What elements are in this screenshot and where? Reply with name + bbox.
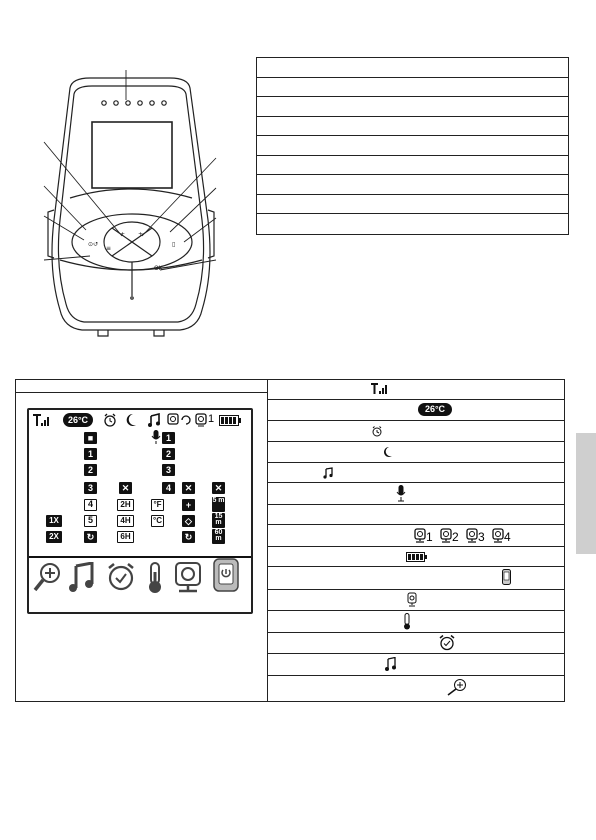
svg-text:+: + [120,231,126,238]
parts-table-row [257,214,568,234]
icon-row [268,525,564,547]
icon-row [268,380,564,400]
lcd-hours: 2H [117,499,134,511]
parts-table-row [257,58,568,78]
parts-table-row [257,175,568,195]
camera-number: 2 [452,530,459,544]
icon-row [268,590,564,611]
icon-row [268,421,564,442]
camera-icon [173,562,203,594]
microphone-icon [396,485,406,502]
lcd-icon-table [15,379,565,702]
svg-text:≡: ≡ [106,245,112,252]
svg-text:OK: OK [154,265,163,272]
degree-c: °C [151,515,164,527]
svg-text:▯: ▯ [172,241,176,248]
zoom-icon [446,678,468,696]
lcd-num: 4 [84,499,97,511]
icon-row [268,547,564,567]
cycle-icon: ↻ [182,531,195,543]
lcd-talk-num: 2 [162,448,175,460]
icon-row [268,442,564,463]
camera-icon [407,592,417,608]
icon-row [268,505,564,525]
close-icon: ✕ [182,482,195,494]
camera-number: 1 [426,530,433,544]
cycle-icon: ↻ [84,531,97,543]
svg-text:+: + [138,231,144,238]
parts-table-row [257,78,568,98]
camera-icon [414,528,426,544]
microphone-icon [151,430,161,444]
lcd-speed: 2X [46,531,62,543]
icon-row [268,400,564,421]
alarm-clock-icon [103,413,117,427]
zoom-icon [33,562,61,592]
baby-unit-icon [502,569,511,586]
icon-row [268,483,564,505]
battery-icon [219,415,241,426]
camera-icon [492,528,504,544]
lcd-num: 2 [84,464,97,476]
lcd-minutes: 60 m [212,529,225,544]
parts-table-row [257,156,568,176]
lcd-talk-num: 1 [162,432,175,444]
stop-square-icon: ■ [84,432,97,444]
temperature-badge: 26°C [418,403,452,416]
degree-f: °F [151,499,164,511]
parts-table-row [257,136,568,156]
lcd-talk-num: 3 [162,464,175,476]
thermometer-icon [145,562,165,594]
camera-scan-icon [167,413,191,427]
lcd-num: 3 [84,482,97,494]
camera-number: 3 [478,530,485,544]
lcd-minutes: 5 m [212,497,225,512]
battery-icon [406,552,428,562]
lcd-talk-num: 4 [162,482,175,494]
table-divider [16,392,267,393]
lcd-num: 5 [84,515,97,527]
icon-row [268,463,564,483]
lcd-hours: 6H [117,531,134,543]
parts-table-row [257,97,568,117]
lcd-hours: 4H [117,515,134,527]
camera-number: 1 [208,413,215,425]
camera-number: 4 [504,530,511,544]
moon-icon [383,446,393,458]
lcd-num: 1 [84,448,97,460]
lcd-minutes: 15 m [212,513,225,528]
signal-bars-icon [371,383,389,395]
music-note-icon [67,562,95,592]
device-illustration [30,70,230,340]
side-section-tab [576,433,596,554]
lcd-screen [27,408,253,614]
music-note-icon [384,657,396,672]
parts-table-row [257,117,568,137]
camera-icon [195,413,207,427]
parts-table-row [257,195,568,215]
icon-row [268,633,564,654]
icon-row [268,567,564,590]
alarm-clock-icon [105,562,137,592]
lcd-speed: 1X [46,515,62,527]
icon-row [268,676,564,701]
plus-icon: + [182,499,195,511]
close-icon: ✕ [119,482,132,494]
thermometer-icon [403,613,411,630]
camera-icon [466,528,478,544]
arrows-icon: ◇ [182,515,195,527]
signal-bars-icon [33,414,51,427]
icon-row [268,654,564,676]
camera-icon [440,528,452,544]
baby-unit-icon [213,558,239,592]
moon-icon [125,413,137,427]
music-note-icon [323,467,333,479]
music-note-icon [147,413,161,427]
close-icon: ✕ [212,482,225,494]
alarm-clock-icon [438,634,456,651]
icon-row [268,611,564,633]
temperature-badge: 26°C [63,413,93,427]
alarm-clock-icon [371,425,383,437]
parts-table [256,57,569,235]
svg-text:⊙↺: ⊙↺ [88,241,99,248]
